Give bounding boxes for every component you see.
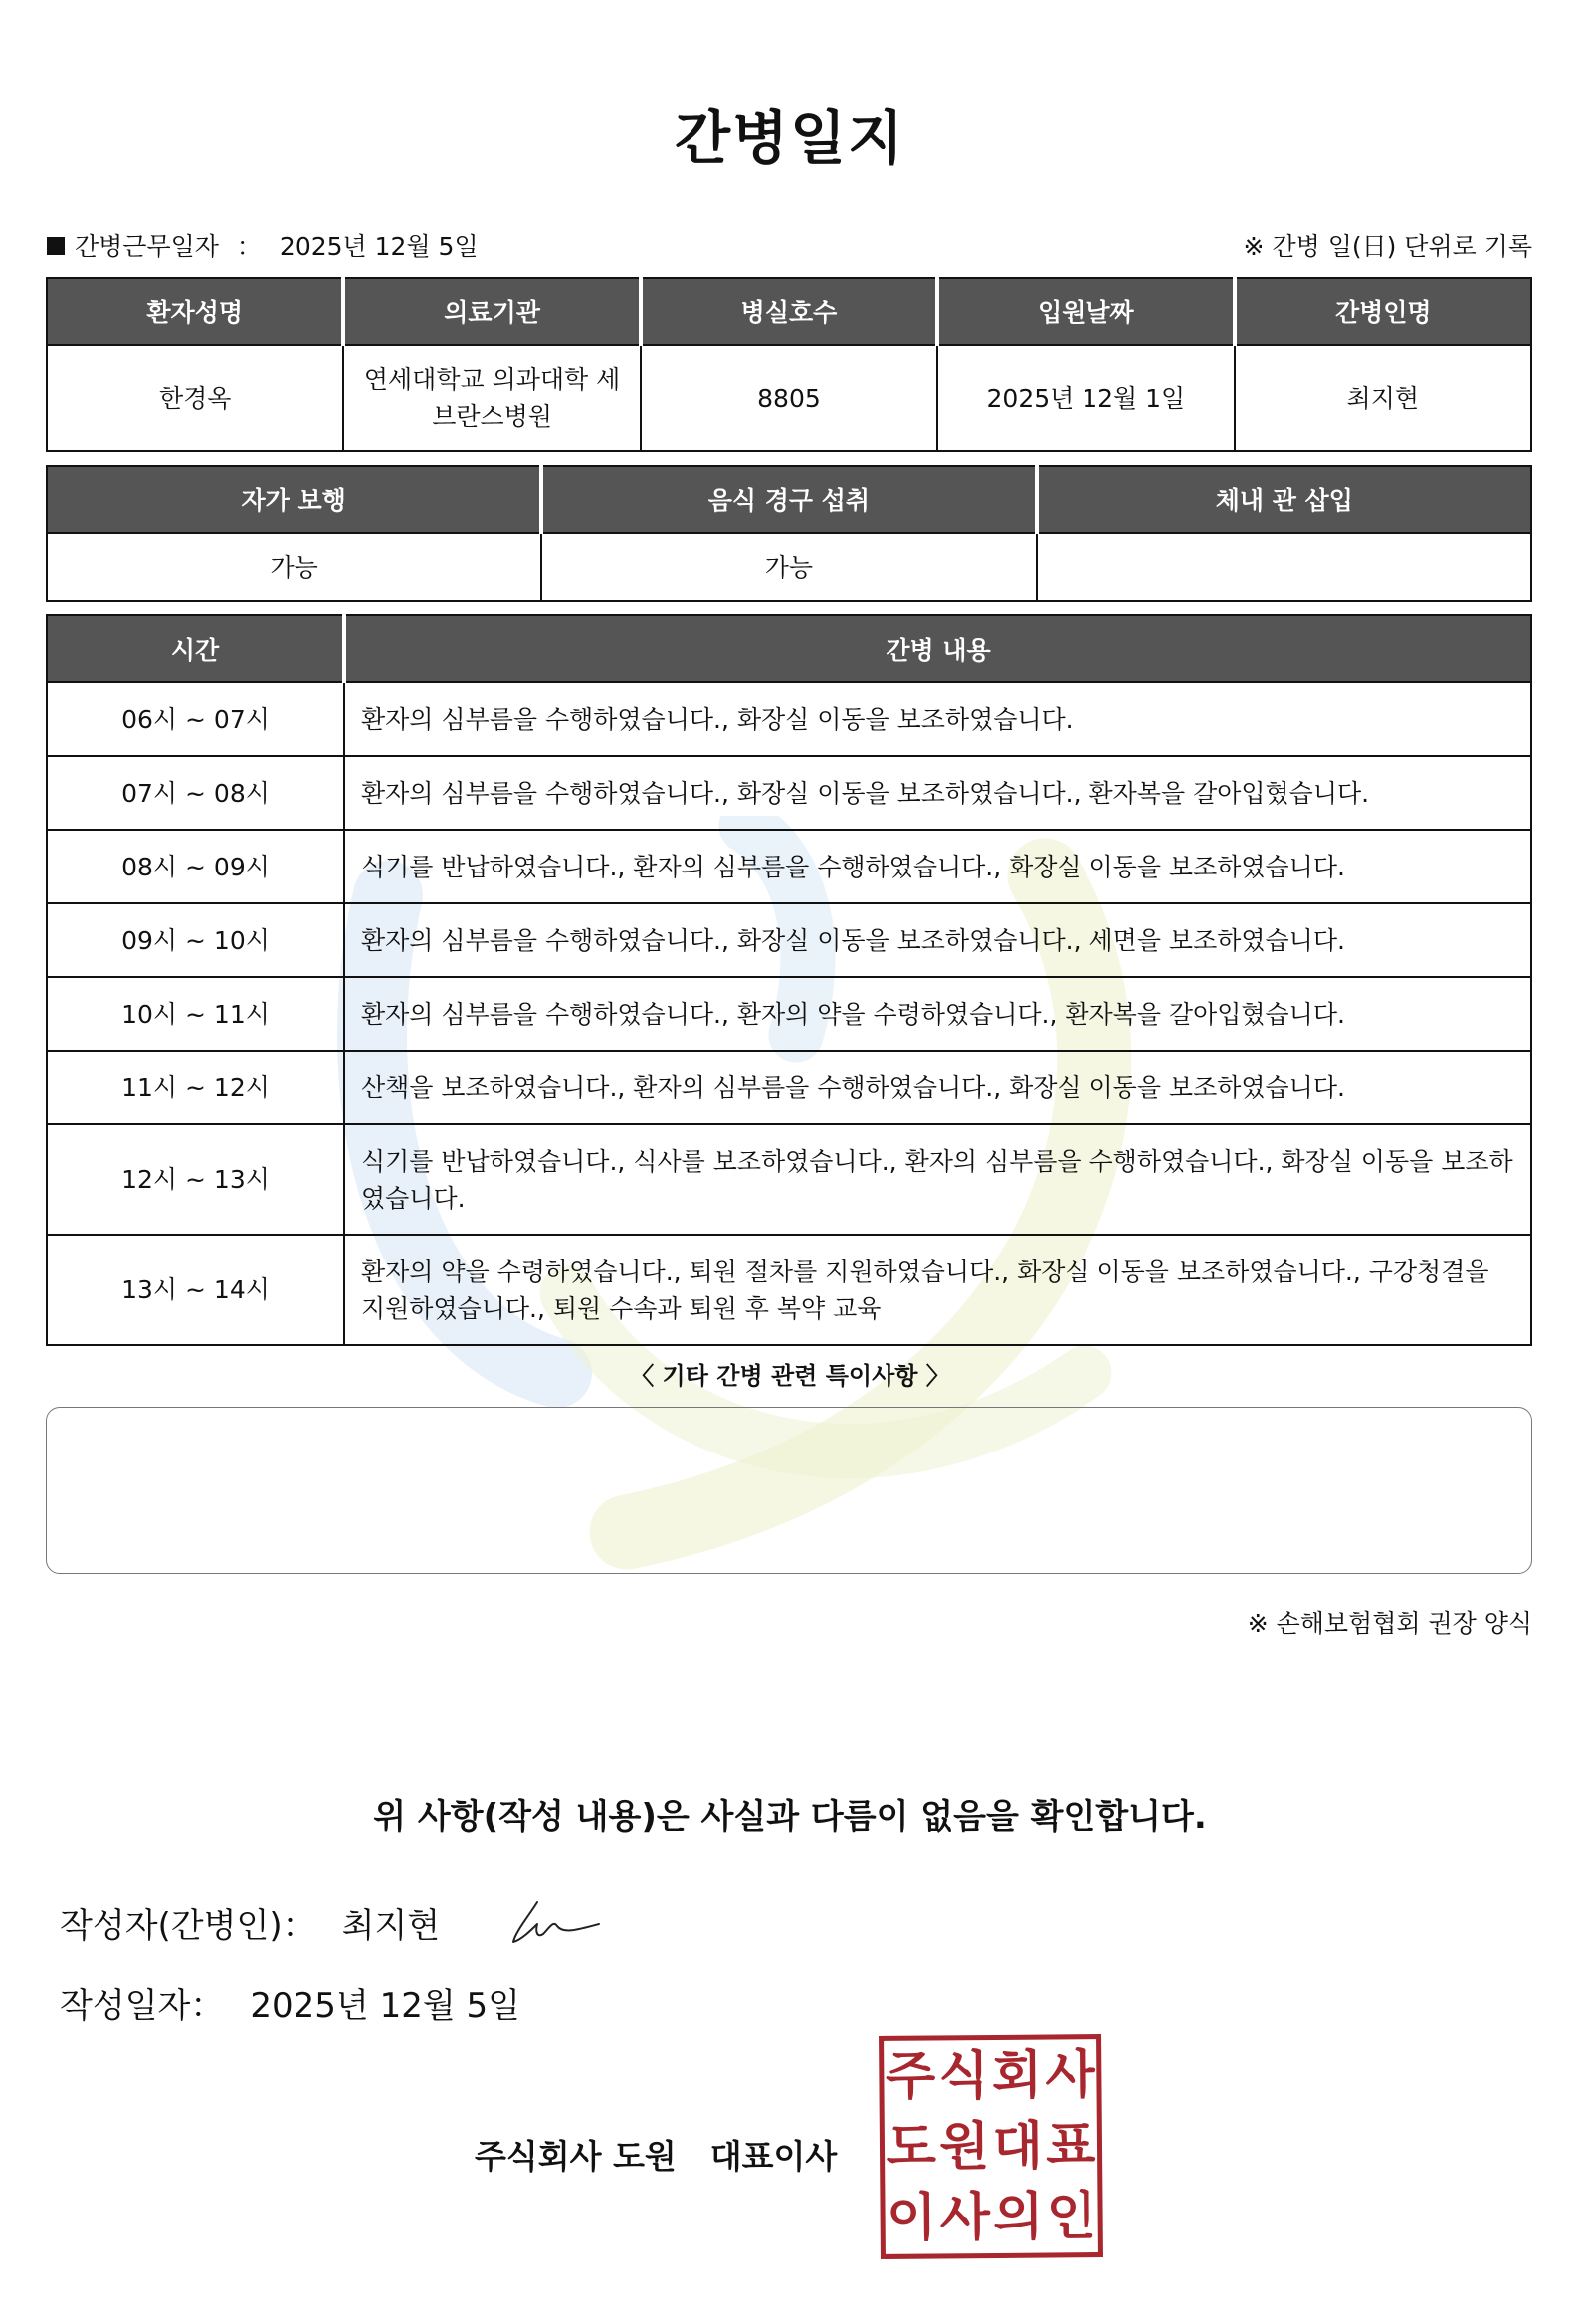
care-content: 환자의 약을 수령하였습니다., 퇴원 절차를 지원하였습니다., 화장실 이동을 보조하였습니다., 구강청결을 지원하였습니다., 퇴원 수속과 퇴원 후 복약 교육 <box>344 1235 1531 1345</box>
time-slot: 09시 ~ 10시 <box>47 903 344 977</box>
table-row <box>47 1051 1531 1124</box>
care-content: 환자의 심부름을 수행하였습니다., 화장실 이동을 보조하였습니다., 세면을 보조하였습니다. <box>344 903 1531 977</box>
remarks-box[interactable] <box>46 1407 1532 1574</box>
form-source-note: ※ 손해보험협회 권장 양식 <box>1247 1609 1532 1638</box>
square-bullet-icon <box>47 237 65 255</box>
written-date-value: 2025년 12월 5일 <box>250 1986 520 2026</box>
header-oral-intake: 음식 경구 섭취 <box>541 466 1036 533</box>
care-content: 환자의 심부름을 수행하였습니다., 화장실 이동을 보조하였습니다., 환자복을 갈아입혔습니다. <box>344 756 1531 830</box>
care-content: 환자의 심부름을 수행하였습니다., 환자의 약을 수령하였습니다., 환자복을 갈아입혔습니다. <box>344 977 1531 1051</box>
patient-name: 한경옥 <box>47 345 343 451</box>
remarks-heading: 〈 기타 간병 관련 특이사항 〉 <box>630 1362 950 1390</box>
caregiver-name: 최지현 <box>1235 345 1531 451</box>
care-content: 환자의 심부름을 수행하였습니다., 화장실 이동을 보조하였습니다. <box>344 682 1531 756</box>
care-content: 식기를 반납하였습니다., 식사를 보조하였습니다., 환자의 심부름을 수행하였습니다., 화장실 이동을 보조하였습니다. <box>344 1124 1531 1235</box>
writer-line <box>60 1898 440 1947</box>
work-date-label: 간병근무일자 <box>75 232 219 261</box>
work-date-separator: ： <box>236 232 262 261</box>
hospital-name: 연세대학교 의과대학 세브란스병원 <box>343 345 640 451</box>
care-content: 식기를 반납하였습니다., 환자의 심부름을 수행하였습니다., 화장실 이동을 보조하였습니다. <box>344 830 1531 903</box>
written-date-label: 작성일자： <box>60 1986 225 2026</box>
care-log-table <box>46 614 1532 1346</box>
time-slot: 11시 ~ 12시 <box>47 1051 344 1124</box>
work-date-value: 2025년 12월 5일 <box>279 232 479 261</box>
header-patient-name: 환자성명 <box>47 278 343 345</box>
patient-info-table <box>46 277 1532 452</box>
table-row <box>47 756 1531 830</box>
time-slot: 08시 ~ 09시 <box>47 830 344 903</box>
tube-insertion-value <box>1037 533 1531 601</box>
table-row <box>47 1235 1531 1345</box>
header-self-walking: 자가 보행 <box>47 466 541 533</box>
header-admission-date: 입원날짜 <box>937 278 1234 345</box>
company-signoff <box>475 2131 837 2178</box>
room-number: 8805 <box>641 345 937 451</box>
writer-name: 최지현 <box>341 1906 441 1946</box>
header-time: 시간 <box>47 615 344 682</box>
header-care-content: 간병 내용 <box>344 615 1531 682</box>
self-walking-value: 가능 <box>47 533 541 601</box>
header-hospital: 의료기관 <box>343 278 640 345</box>
care-content: 산책을 보조하였습니다., 환자의 심부름을 수행하였습니다., 화장실 이동을 보조하였습니다. <box>344 1051 1531 1124</box>
table-row <box>47 977 1531 1051</box>
table-row <box>47 1124 1531 1235</box>
table-row <box>47 903 1531 977</box>
work-date-line <box>47 227 479 263</box>
admission-date: 2025년 12월 1일 <box>937 345 1234 451</box>
written-date-line <box>60 1978 520 2027</box>
header-room-number: 병실호수 <box>641 278 937 345</box>
company-seal-stamp: 주 식 회 사 도 원 대 표 이 사 의 인 <box>879 2034 1103 2259</box>
company-title: 대표이사 <box>709 2137 838 2176</box>
time-slot: 06시 ~ 07시 <box>47 682 344 756</box>
confirmation-statement: 위 사항(작성 내용)은 사실과 다름이 없음을 확인합니다. <box>373 1797 1207 1837</box>
handwritten-signature-icon <box>507 1890 607 1950</box>
table-row <box>47 830 1531 903</box>
table-row <box>47 682 1531 756</box>
page-title: 간병일지 <box>674 104 906 172</box>
time-slot: 13시 ~ 14시 <box>47 1235 344 1345</box>
header-tube-insertion: 체내 관 삽입 <box>1037 466 1531 533</box>
daily-record-note: ※ 간병 일(日) 단위로 기록 <box>1243 232 1532 261</box>
header-caregiver-name: 간병인명 <box>1235 278 1531 345</box>
time-slot: 12시 ~ 13시 <box>47 1124 344 1235</box>
writer-label: 작성자(간병인)： <box>60 1906 316 1946</box>
time-slot: 10시 ~ 11시 <box>47 977 344 1051</box>
time-slot: 07시 ~ 08시 <box>47 756 344 830</box>
patient-status-table <box>46 465 1532 602</box>
company-name: 주식회사 도원 <box>475 2137 677 2176</box>
oral-intake-value: 가능 <box>541 533 1036 601</box>
